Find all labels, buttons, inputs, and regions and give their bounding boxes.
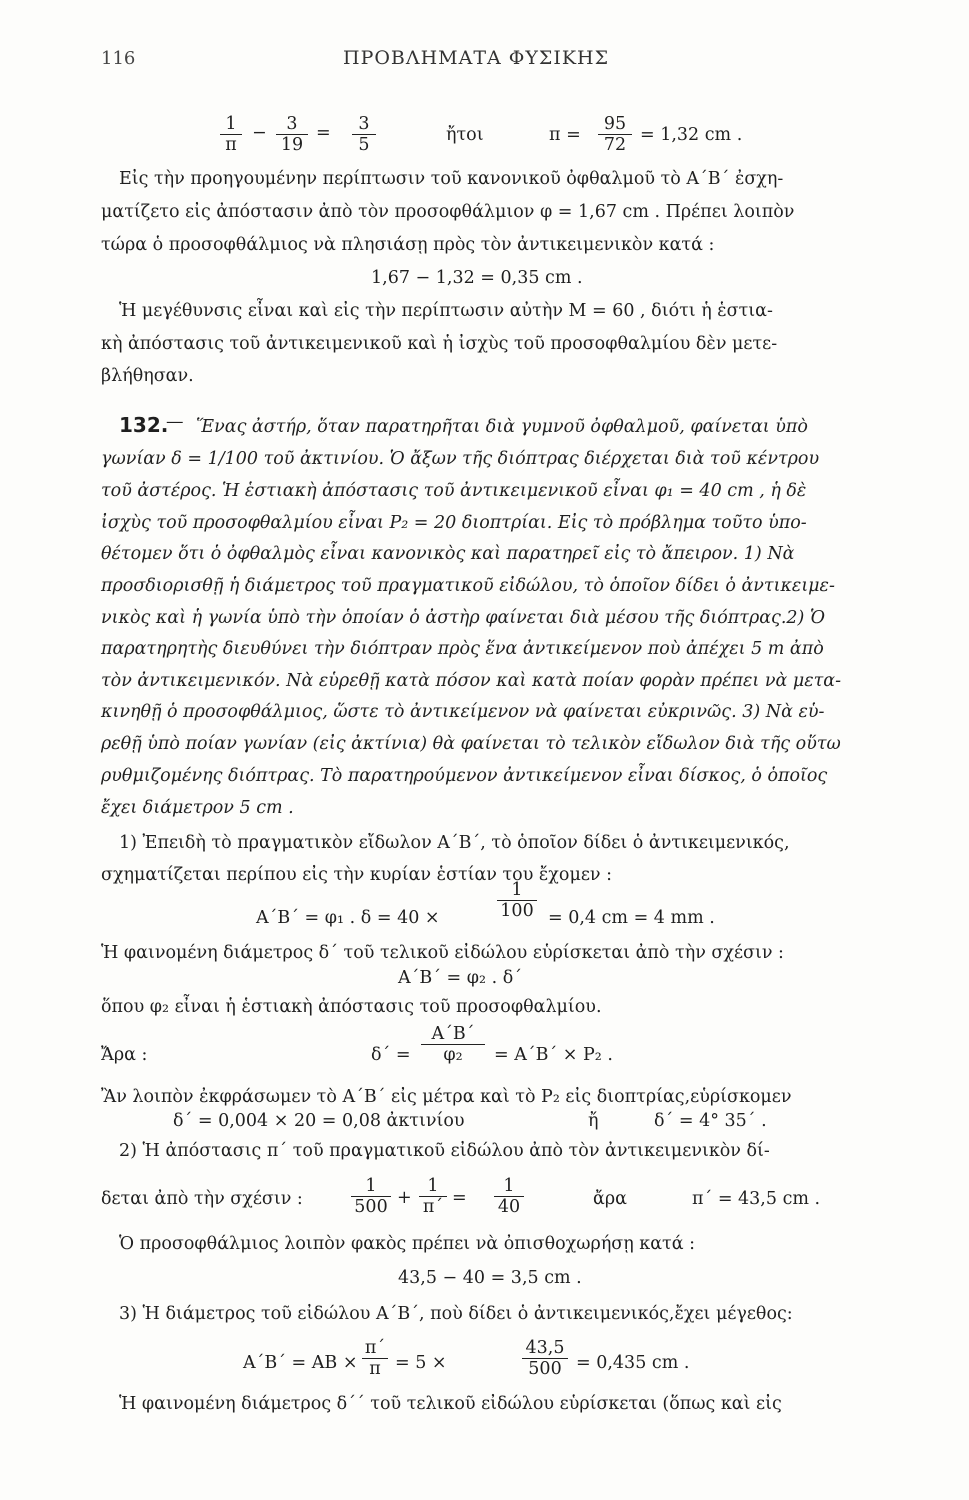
running-title: ΠΡΟΒΛΗΜΑΤΑ ΦΥΣΙΚΗΣ xyxy=(343,47,610,69)
fraction: $\frac{3}{19}$ xyxy=(276,114,308,155)
fraction: $\frac{1}{\pi}$ xyxy=(220,114,242,155)
fraction: $\frac{43,5}{500}$ xyxy=(522,1338,568,1379)
fraction: $\frac{\pi΄}{\pi}$ xyxy=(362,1338,388,1379)
equation-2: 1,67 − 1,32 = 0,35 cm . xyxy=(371,268,583,288)
fraction: $\frac{1}{500}$ xyxy=(351,1176,391,1217)
fraction: $\frac{95}{72}$ xyxy=(598,114,632,155)
fraction: $\frac{1}{40}$ xyxy=(494,1176,524,1217)
fraction: $\frac{1}{100}$ xyxy=(497,880,537,921)
fraction: $\frac{1}{\pi΄}$ xyxy=(419,1176,447,1217)
page-number: 116 xyxy=(101,48,136,69)
problem-number: 132. xyxy=(119,413,169,437)
book-page: 116 ΠΡΟΒΛΗΜΑΤΑ ΦΥΣΙΚΗΣ $\frac{1}{\pi}$ − $\frac{3}{19}$ = $\frac{3}{5}$ ἤτοι π = $\frac{95}{72}$ = 1,32 cm . Εἰς τὴν προηγουμένην περίπτωσιν τοῦ κανονικοῦ ὀφθαλμοῦ τὸ Α΄Β΄ ἐσχη- ματίζετο εἰς ἀπόστασιν ἀπὸ τὸν προσοφθάλμιον φ = 1,67 cm . Πρέπει λοιπὸν τώρα ὁ προσοφθάλμιος νὰ πλησιάσῃ πρὸς τὸν ἀντικειμενικὸν κατά : 1,67 − 1,32 = 0,35 cm . Ἡ μεγέθυνσις εἶναι καὶ εἰς τὴν περίπτωσιν αὐτὴν Μ = 60 , διότι ἡ ἑστια- κὴ ἀπόστασις τοῦ ἀντικειμενικοῦ καὶ ἡ ἰσχὺς τοῦ προσοφθαλμίου δὲν μετε- βλήθησαν. 132. — Ἕνας ἀστήρ, ὅταν παρατηρῆται διὰ γυμνοῦ ὀφθαλμοῦ, φαίνεται ὑπὸ γωνίαν δ = 1/100 τοῦ ἀκτινίου. Ὁ ἄξων τῆς διόπτρας διέρχεται διὰ τοῦ κέντρου τοῦ ἀστέρος. Ἡ ἑστιακὴ ἀπόστασις τοῦ ἀντικειμενικοῦ εἶναι φ₁ = 40 cm , ἡ δὲ ἰσχὺς τοῦ προσοφθαλμίου εἶναι Ρ₂ = 20 διοπτρίαι. Εἰς τὸ πρόβλημα τοῦτο ὑπο- θέτομεν ὅτι ὁ ὀφθαλμὸς εἶναι κανονικὸς καὶ παρατηρεῖ εἰς τὸ ἄπειρον. 1) Νὰ προσδιορισθῇ ἡ διάμετρος τοῦ πραγματικοῦ εἰδώλου, τὸ ὁποῖον δίδει ὁ ἀντικειμε- νικὸς καὶ ἡ γωνία ὑπὸ τὴν ὁποίαν ὁ ἀστὴρ φαίνεται διὰ μέσου τῆς διόπτρας.2) Ὁ παρατηρητὴς διευθύνει τὴν διόπτραν πρὸς ἕνα ἀντικείμενον ποὺ ἀπέχει 5 m ἀπὸ τὸν ἀντικειμενικόν. Νὰ εὑρεθῇ κατὰ πόσον καὶ κατὰ ποίαν φορὰν πρέπει νὰ μετα- κινηθῇ ὁ προσοφθάλμιος, ὥστε τὸ ἀντικείμενον νὰ φαίνεται εὐκρινῶς. 3) Νὰ εὑ- ρεθῇ ὑπὸ ποίαν γωνίαν (εἰς ἀκτίνια) θὰ φαίνεται τὸ τελικὸν εἴδωλον διὰ τῆς οὕτω ρυθμιζομένης διόπτρας. Τὸ παρατηρούμενον ἀντικείμενον εἶναι δίσκος, ὁ ὁποῖος ἔχει διάμετρον 5 cm . 1) Ἐπειδὴ τὸ πραγματικὸν εἴδωλον Α΄Β΄, τὸ ὁποῖον δίδει ὁ ἀντικειμενικός, σχηματίζεται περίπου εἰς τὴν κυρίαν ἑστίαν του ἔχομεν : Α΄Β΄ = φ₁ . δ = 40 × $\frac{1}{100}$ = 0,4 cm = 4 mm . Ἡ φαινομένη διάμετρος δ΄ τοῦ τελικοῦ εἰδώλου εὑρίσκεται ἀπὸ τὴν σχέσιν : Α΄Β΄ = φ₂ . δ΄ ὅπου φ₂ εἶναι ἡ ἑστιακὴ ἀπόστασις τοῦ προσοφθαλμίου. Ἄρα : δ΄ = $\frac{A΄B΄}{\text{φ₂}}$ = Α΄Β΄ × Ρ₂ . Ἂν λοιπὸν ἐκφράσωμεν τὸ Α΄Β΄ εἰς μέτρα καὶ τὸ Ρ₂ εἰς διοπτρίας,εὑρίσκομεν δ΄ = 0,004 × 20 = 0,08 ἀκτινίου ἤ δ΄ = 4° 35΄ . 2) Ἡ ἀπόστασις π΄ τοῦ πραγματικοῦ εἰδώλου ἀπὸ τὸν ἀντικειμενικὸν δί- δεται ἀπὸ τὴν σχέσιν : $\frac{1}{500}$ + $\frac{1}{\pi΄}$ = $\frac{1}{40}$ ἄρα π΄ = 43,5 cm . Ὁ προσοφθάλμιος λοιπὸν φακὸς πρέπει νὰ ὀπισθοχωρήσῃ κατά : 43,5 − 40 = 3,5 cm . 3) Ἡ διάμετρος τοῦ εἰδώλου Α΄Β΄, ποὺ δίδει ὁ ἀντικειμενικός,ἔχει μέγεθος: Α΄Β΄ = ΑΒ × $\frac{\pi΄}{\pi}$ = 5 × $\frac{43,5}{500}$ = 0,435 cm . Ἡ φαινομένη διάμετρος δ΄΄ τοῦ τελικοῦ εἰδώλου εὑρίσκεται (ὅπως καὶ εἰς xyxy=(101,47,842,1414)
fraction: $\frac{3}{5}$ xyxy=(352,114,376,155)
fraction: $\frac{A΄B΄}{\text{φ₂}}$ xyxy=(421,1024,485,1065)
